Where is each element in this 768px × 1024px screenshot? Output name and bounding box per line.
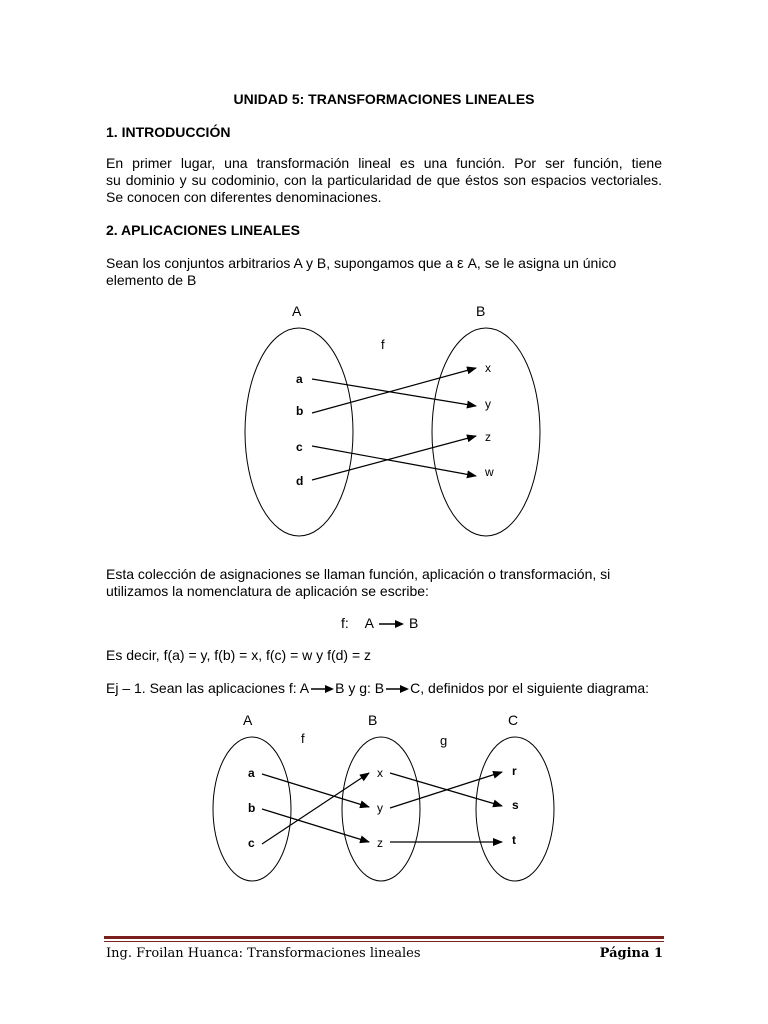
example-part-1: Ej – 1. Sean las aplicaciones f: A	[106, 680, 310, 696]
collection-paragraph	[106, 566, 662, 600]
intro-line-2: su dominio y su codominio, con la particularidad de que éstos son espacios vectoriales.	[106, 172, 662, 188]
example-part-2: B y g: B	[335, 680, 385, 696]
collection-line-2: utilizamos la nomenclatura de aplicación se escribe:	[106, 583, 429, 599]
element-c: c	[296, 440, 303, 454]
arrow-icon	[309, 684, 335, 694]
set-a-label: A	[243, 712, 253, 728]
element-w: w	[485, 465, 494, 479]
arrow-b-to-z	[262, 809, 369, 842]
sets-line-1	[106, 255, 662, 272]
page-title: UNIDAD 5: TRANSFORMACIONES LINEALES	[233, 91, 535, 107]
arrow-c-to-w	[312, 446, 476, 476]
function-g-label: g	[440, 733, 448, 748]
element-b: b	[248, 801, 256, 815]
arrow-icon	[377, 619, 405, 629]
sets-text-before: Sean los conjuntos arbitrarios A y B, supongamos que a	[106, 255, 457, 271]
footer-rule-thin	[104, 941, 664, 942]
element-d: d	[296, 474, 304, 488]
footer-author: Ing. Froilan Huanca: Transformaciones lineales	[106, 946, 421, 961]
function-f-label: f	[381, 337, 385, 352]
element-a: a	[296, 372, 303, 386]
diagram-composition-f-g	[205, 708, 575, 888]
element-x: x	[377, 766, 383, 780]
section-heading-aplicaciones: 2. APLICACIONES LINEALES	[106, 222, 300, 238]
element-c: c	[248, 836, 255, 850]
element-r: r	[512, 764, 517, 778]
collection-line-1: Esta colección de asignaciones se llaman función, aplicación o transformación, si	[106, 566, 611, 582]
element-y: y	[485, 397, 491, 411]
element-z: z	[485, 430, 491, 444]
sets-line-2: elemento de B	[106, 272, 197, 288]
set-b-label: B	[368, 712, 378, 728]
element-x: x	[485, 361, 491, 375]
example-line	[106, 680, 649, 696]
intro-line-3: Se conocen con diferentes denominaciones.	[106, 189, 382, 205]
arrow-a-to-y	[312, 379, 476, 406]
set-a-ellipse	[245, 328, 353, 536]
example-part-3: C, definidos por el siguiente diagrama:	[410, 680, 650, 696]
intro-paragraph	[106, 155, 662, 206]
sets-line-1-text	[106, 255, 616, 272]
element-s: s	[512, 798, 519, 812]
sets-paragraph	[106, 255, 662, 289]
element-y: y	[377, 801, 383, 815]
notation-from: A	[364, 615, 374, 631]
set-b-label: B	[476, 303, 486, 319]
function-f-label: f	[301, 731, 305, 746]
arrow-a-to-y	[262, 774, 369, 807]
arrow-b-to-x	[312, 368, 476, 413]
element-a: a	[248, 766, 255, 780]
footer-rule-thick	[104, 936, 664, 939]
notation-f: f:	[341, 615, 349, 631]
sets-text-after: A, se le asigna un único	[463, 255, 617, 271]
es-decir-line: Es decir, f(a) = y, f(b) = x, f(c) = w y f(d) = z	[106, 647, 372, 663]
element-t: t	[512, 833, 516, 847]
arrow-icon	[384, 684, 410, 694]
element-z: z	[377, 836, 383, 850]
function-notation	[341, 615, 418, 631]
intro-line-1: En primer lugar, una transformación lineal es una función. Por ser función, tiene	[106, 155, 662, 171]
arrow-d-to-z	[312, 436, 476, 480]
footer-page-number: Página 1	[599, 946, 663, 961]
diagram-function-f	[230, 298, 550, 556]
element-of-symbol: ε	[457, 255, 464, 272]
set-c-label: C	[508, 712, 519, 728]
set-a-label: A	[292, 303, 302, 319]
notation-to: B	[409, 615, 419, 631]
section-heading-introduccion: 1. INTRODUCCIÓN	[106, 124, 231, 140]
arrow-c-to-x	[262, 773, 369, 844]
element-b: b	[296, 404, 304, 418]
